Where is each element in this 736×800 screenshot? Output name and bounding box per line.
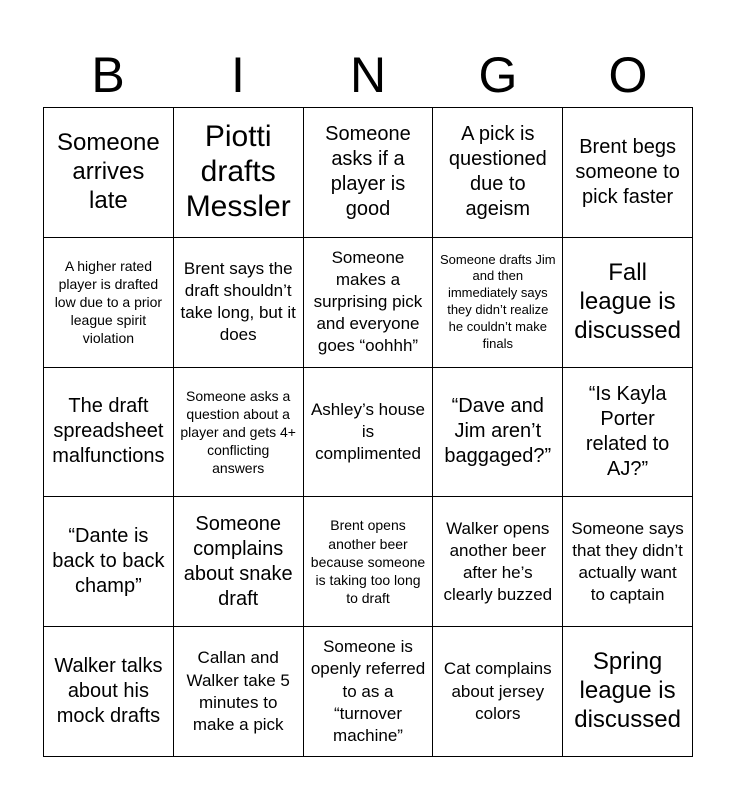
bingo-header xyxy=(43,48,693,102)
cell-text: Piotti drafts Messler xyxy=(185,120,291,223)
bingo-cell-r4c3[interactable] xyxy=(304,497,434,627)
cell-text: Someone asks if a player is good xyxy=(325,123,411,221)
cell-text: Someone asks a question about a player and gets 4+ conflicting answers xyxy=(180,387,296,477)
cell-text: Someone makes a surprising pick and everyone goes “oohhh” xyxy=(313,247,423,356)
bingo-grid xyxy=(43,107,693,757)
cell-text: Someone complains about snake draft xyxy=(183,512,293,610)
header-letter-i: I xyxy=(231,47,245,103)
cell-text: Walker talks about his mock drafts xyxy=(54,655,163,728)
cell-text: “Dave and Jim aren’t baggaged?” xyxy=(444,395,552,468)
bingo-cell-r3c4[interactable] xyxy=(433,368,563,498)
bingo-cell-r1c3[interactable] xyxy=(304,108,434,238)
cell-text: Callan and Walker take 5 minutes to make a pick xyxy=(186,648,290,734)
bingo-cell-r1c4[interactable] xyxy=(433,108,563,238)
header-letter-g: G xyxy=(478,47,518,103)
bingo-cell-r5c5[interactable] xyxy=(563,627,693,757)
cell-text: Walker opens another beer after he’s clearly buzzed xyxy=(443,518,553,604)
header-letter-n: N xyxy=(349,47,387,103)
bingo-cell-r2c1[interactable] xyxy=(44,238,174,368)
header-letter-b: B xyxy=(91,47,125,103)
cell-text: Brent opens another beer because someone is taking too long to draft xyxy=(310,517,426,607)
bingo-cell-r4c5[interactable] xyxy=(563,497,693,627)
bingo-cell-r2c2[interactable] xyxy=(174,238,304,368)
cell-text: Fall league is discussed xyxy=(574,259,681,344)
bingo-cell-r2c5[interactable] xyxy=(563,238,693,368)
bingo-cell-r1c5[interactable] xyxy=(563,108,693,238)
cell-text: “Is Kayla Porter related to AJ?” xyxy=(585,382,670,480)
bingo-cell-r4c2[interactable] xyxy=(174,497,304,627)
cell-text: A higher rated player is drafted low due to a prior league spirit violation xyxy=(54,257,163,347)
bingo-cell-r2c4[interactable] xyxy=(433,238,563,368)
cell-text: Spring league is discussed xyxy=(574,648,681,733)
bingo-cell-r5c4[interactable] xyxy=(433,627,563,757)
bingo-cell-r5c1[interactable] xyxy=(44,627,174,757)
bingo-cell-r3c3[interactable] xyxy=(304,368,434,498)
cell-text: Brent begs someone to pick faster xyxy=(575,135,680,208)
cell-text: Cat complains about jersey colors xyxy=(443,659,552,723)
bingo-cell-r5c3[interactable] xyxy=(304,627,434,757)
cell-text: Someone drafts Jim and then immediately says they didn’t realize he couldn’t make finals xyxy=(439,251,556,351)
header-letter-o: O xyxy=(608,47,648,103)
cell-text: Ashley’s house is complimented xyxy=(310,399,426,464)
bingo-cell-r1c2[interactable] xyxy=(174,108,304,238)
cell-text: The draft spreadsheet malfunctions xyxy=(52,395,165,468)
cell-text: Someone says that they didn’t actually want to captain xyxy=(571,518,684,604)
cell-text: A pick is questioned due to ageism xyxy=(448,123,547,221)
bingo-cell-r2c3[interactable] xyxy=(304,238,434,368)
bingo-cell-r5c2[interactable] xyxy=(174,627,304,757)
bingo-cell-r3c1[interactable] xyxy=(44,368,174,498)
bingo-cell-r4c4[interactable] xyxy=(433,497,563,627)
bingo-cell-r4c1[interactable] xyxy=(44,497,174,627)
bingo-cell-r3c5[interactable] xyxy=(563,368,693,498)
cell-text: Someone is openly referred to as a “turnover machine” xyxy=(310,637,426,745)
bingo-cell-r3c2[interactable] xyxy=(174,368,304,498)
cell-text: Someone arrives late xyxy=(57,129,160,214)
cell-text: “Dante is back to back champ” xyxy=(52,525,165,598)
cell-text: Brent says the draft shouldn’t take long, but it does xyxy=(180,259,296,345)
bingo-cell-r1c1[interactable] xyxy=(44,108,174,238)
